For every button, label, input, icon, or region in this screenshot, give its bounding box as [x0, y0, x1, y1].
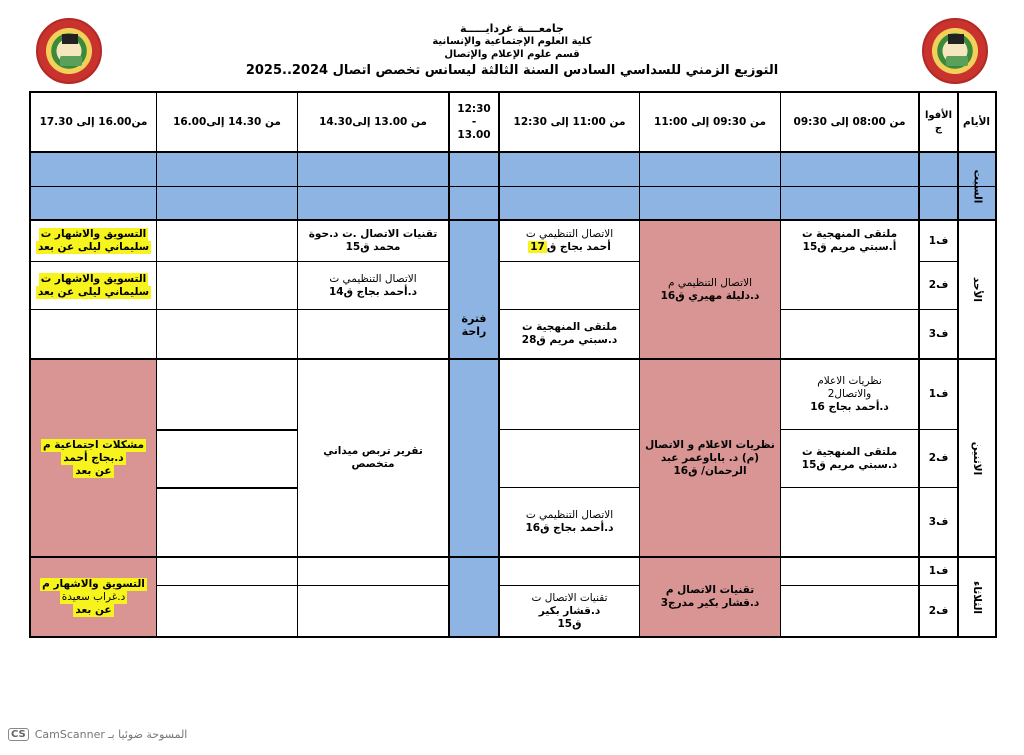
break-label-line2: راحة [461, 325, 487, 338]
course-mode: عن بعد [75, 464, 112, 477]
grid-line [781, 585, 919, 586]
day-monday-label: الاثنين [971, 441, 984, 475]
course-name-cont: متخصص [351, 458, 395, 470]
room-highlight: 17 [530, 241, 545, 253]
group-label: ف2 [928, 604, 949, 617]
grid-line [498, 261, 640, 262]
monday-s5 [298, 360, 448, 556]
grid-line [30, 151, 996, 153]
document-header [0, 22, 1024, 79]
course-name: تقرير تربص ميداني [323, 445, 423, 457]
course-teacher: د.قشار بكير مدرج3 [660, 597, 760, 609]
day-sunday-label: الأحد [971, 276, 983, 303]
course-teacher: د.سبتي مريم ق28 [521, 334, 618, 346]
header-slot-1: من 08:00 إلى 09:30 [793, 115, 906, 128]
faculty-name: كلية العلوم الإجتماعية والإنسانية [432, 36, 592, 47]
course-name: الاتصال التنظيمي م [668, 276, 752, 289]
monday-g2-s1 [781, 430, 918, 487]
day-saturday [958, 153, 995, 219]
course-teacher: أ.سبتي مريم ق15 [802, 241, 897, 253]
monday-g3-s3 [500, 488, 639, 556]
course-teacher: أحمد بجاج ق [546, 241, 611, 253]
course-name: ملتقى المنهجية ت [801, 228, 898, 240]
monday-s2 [640, 360, 780, 556]
header-days: الأيام [963, 115, 990, 128]
sunday-g3-s3 [500, 310, 639, 358]
course-teacher: د.بجاج أحمد [63, 451, 124, 464]
course-name: الاتصال التنظيمي ت [525, 228, 614, 240]
group-label: ف2 [928, 279, 949, 291]
header-slot-7: من16.00 إلى 17.30 [39, 115, 148, 128]
group-label: ف3 [928, 515, 949, 528]
header-slot-5: من 13.00 إلى14.30 [319, 115, 427, 128]
course-teacher: سليماني ليلى عن بعد [37, 241, 150, 253]
grid-line [157, 261, 297, 262]
camscanner-icon: CS [8, 728, 29, 741]
grid-line [157, 487, 297, 489]
course-name: الاتصال التنظيمي ت [329, 272, 417, 285]
sunday-g2-s5 [298, 262, 448, 309]
group-label: ف2 [928, 452, 949, 464]
course-name: الاتصال التنظيمي ت [525, 509, 614, 521]
university-name: جامعــــة غردايـــــة [460, 22, 564, 35]
course-name-cont: والاتصال2 [827, 388, 872, 400]
grid-line [448, 91, 450, 638]
break-end: 13.00 [457, 128, 491, 141]
course-name: التسويق والاشهار ت [40, 272, 147, 285]
grid-line [30, 186, 996, 187]
sunday-g1-s5 [298, 221, 448, 261]
grid-line [781, 487, 919, 488]
break-dash: - [471, 115, 477, 128]
course-teacher: د.قشار بكير [538, 604, 601, 617]
course-teacher: د.غراب سعيدة [61, 590, 126, 603]
page-title: التوزيع الزمني للسداسي السادس السنة الثالثة ليسانس تخصص اتصال 2024..2025 [245, 63, 779, 78]
course-teacher: (م) د. باباوعمر عبد [660, 451, 760, 464]
grid-line [157, 309, 297, 310]
tuesday-s2 [640, 558, 780, 636]
group-label: ف1 [928, 565, 949, 577]
watermark-text: CamScanner المسوحة ضوئيا بـ [34, 728, 188, 741]
grid-line [157, 585, 449, 586]
course-mode: عن بعد [75, 603, 112, 616]
grid-line [781, 309, 919, 310]
sunday-g1-s1 [781, 221, 918, 261]
tuesday-s7 [31, 558, 156, 636]
group-label: ف1 [928, 388, 949, 400]
course-teacher: د.أحمد بجاج ق16 [525, 522, 614, 534]
day-saturday-label: السبت [971, 169, 984, 203]
department-name: قسم علوم الإعلام والإتصال [444, 49, 580, 60]
sunday-g1-s7 [31, 221, 156, 261]
grid-line [30, 636, 996, 638]
course-room: الرحمان/ ق16 [673, 464, 747, 477]
grid-line [157, 429, 297, 431]
monday-s7 [31, 360, 156, 556]
course-name: التسويق والاشهار ت [40, 228, 147, 240]
course-name: نظريات الاعلام و الاتصال [645, 438, 775, 451]
course-name: ملتقى المنهجية ت [521, 321, 618, 333]
grid-line [30, 556, 996, 558]
course-name: تقنيات الاتصال ت [531, 591, 608, 604]
break-column-fill [449, 220, 498, 637]
course-teacher: د.دليلة مهيري ق16 [660, 289, 760, 302]
group-label: ف3 [928, 327, 949, 340]
tuesday-g2-s3 [500, 586, 639, 636]
sunday-g1-s3 [500, 221, 639, 261]
day-tuesday [958, 558, 995, 636]
course-name: تقنيات الاتصال م [665, 584, 755, 596]
header-slot-break [450, 93, 498, 151]
course-room: ق15 [557, 617, 582, 630]
day-monday [958, 360, 995, 556]
grid-line [30, 309, 156, 310]
course-name: مشكلات اجتماعية م [42, 438, 145, 451]
course-teacher: محمد ق15 [345, 241, 401, 253]
day-sunday [958, 221, 995, 358]
course-teacher: د.أحمد بجاج 16 [810, 401, 889, 413]
course-name: تقنيات الاتصال .ت د.حوة [308, 228, 438, 240]
day-tuesday-label: الثلاثاء [971, 580, 983, 614]
header-slot-6: من 14.30 إلى16.00 [173, 115, 281, 128]
sunday-s2 [640, 221, 780, 358]
header-slot-3: من 11:00 إلى 12:30 [513, 115, 626, 128]
course-teacher: د.سبتي مريم ق15 [801, 458, 898, 471]
header-slot-2: من 09:30 إلى 11:00 [654, 115, 766, 128]
course-name: التسويق والاشهار م [42, 577, 145, 590]
grid-line [298, 309, 449, 310]
break-label [450, 300, 498, 350]
course-name: ملتقى المنهجية ت [801, 445, 898, 458]
break-label-line1: فترة [461, 312, 487, 325]
grid-line [498, 429, 640, 430]
grid-line [156, 91, 157, 638]
course-teacher: سليماني ليلى عن بعد [37, 285, 150, 298]
sunday-g2-s7 [31, 262, 156, 309]
course-name: نظريات الاعلام [817, 375, 882, 387]
group-label: ف1 [928, 234, 949, 247]
header-groups: الأفوا ج [924, 110, 953, 134]
course-teacher: د.أحمد بجاج ق14 [329, 285, 417, 298]
monday-g1-s1 [781, 360, 918, 429]
scanner-watermark [8, 728, 187, 741]
break-start: 12:30 [457, 102, 491, 115]
grid-line [995, 91, 997, 638]
